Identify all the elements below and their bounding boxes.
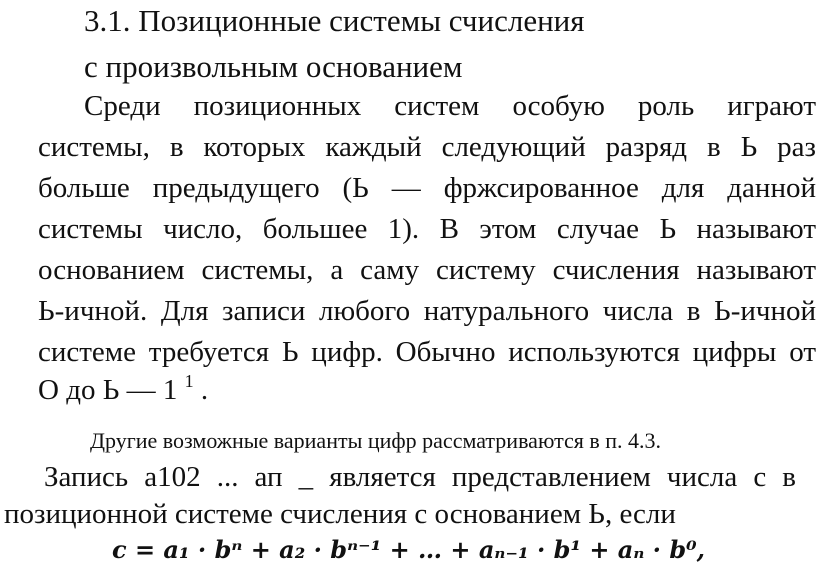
paragraph-line-3: больше предыдущего (Ь — фржсированное для данной: [38, 172, 816, 204]
record-line-2: позиционной системе счисления с основанием Ь, если: [4, 498, 676, 530]
record-line-1: Запись а102 ... ап _ является представлением числа с в: [44, 461, 796, 493]
paragraph-line-5: основанием системы, а саму систему счисления называют: [38, 254, 816, 286]
paragraph-line-8: [38, 372, 208, 405]
paragraph-line-7: системе требуется Ь цифр. Обычно используются цифры от: [38, 336, 816, 368]
paragraph-last-line-text: О до Ь — 1: [38, 374, 178, 406]
paragraph-line-4: системы число, большее 1). В этом случае Ь называют: [38, 213, 816, 245]
heading-line-2: с произвольным основанием: [84, 49, 463, 84]
paragraph-line-1: Среди позиционных систем особую роль играют: [84, 90, 816, 122]
paragraph-last-line-end: .: [200, 374, 209, 406]
paragraph-line-2: системы, в которых каждый следующий разряд в Ь раз: [38, 131, 816, 163]
footnote-text: Другие возможные варианты цифр рассматриваются в п. 4.3.: [90, 428, 662, 453]
expansion-formula: c = a₁ · bⁿ + a₂ · bⁿ⁻¹ + … + aₙ₋₁ · b¹ + aₙ · b⁰,: [112, 535, 706, 564]
heading-line-1: 3.1. Позиционные системы счисления: [84, 3, 585, 38]
footnote-mark: 1: [184, 371, 194, 391]
paragraph-line-6: Ь-ичной. Для записи любого натурального числа в Ь-ичной: [38, 295, 816, 327]
